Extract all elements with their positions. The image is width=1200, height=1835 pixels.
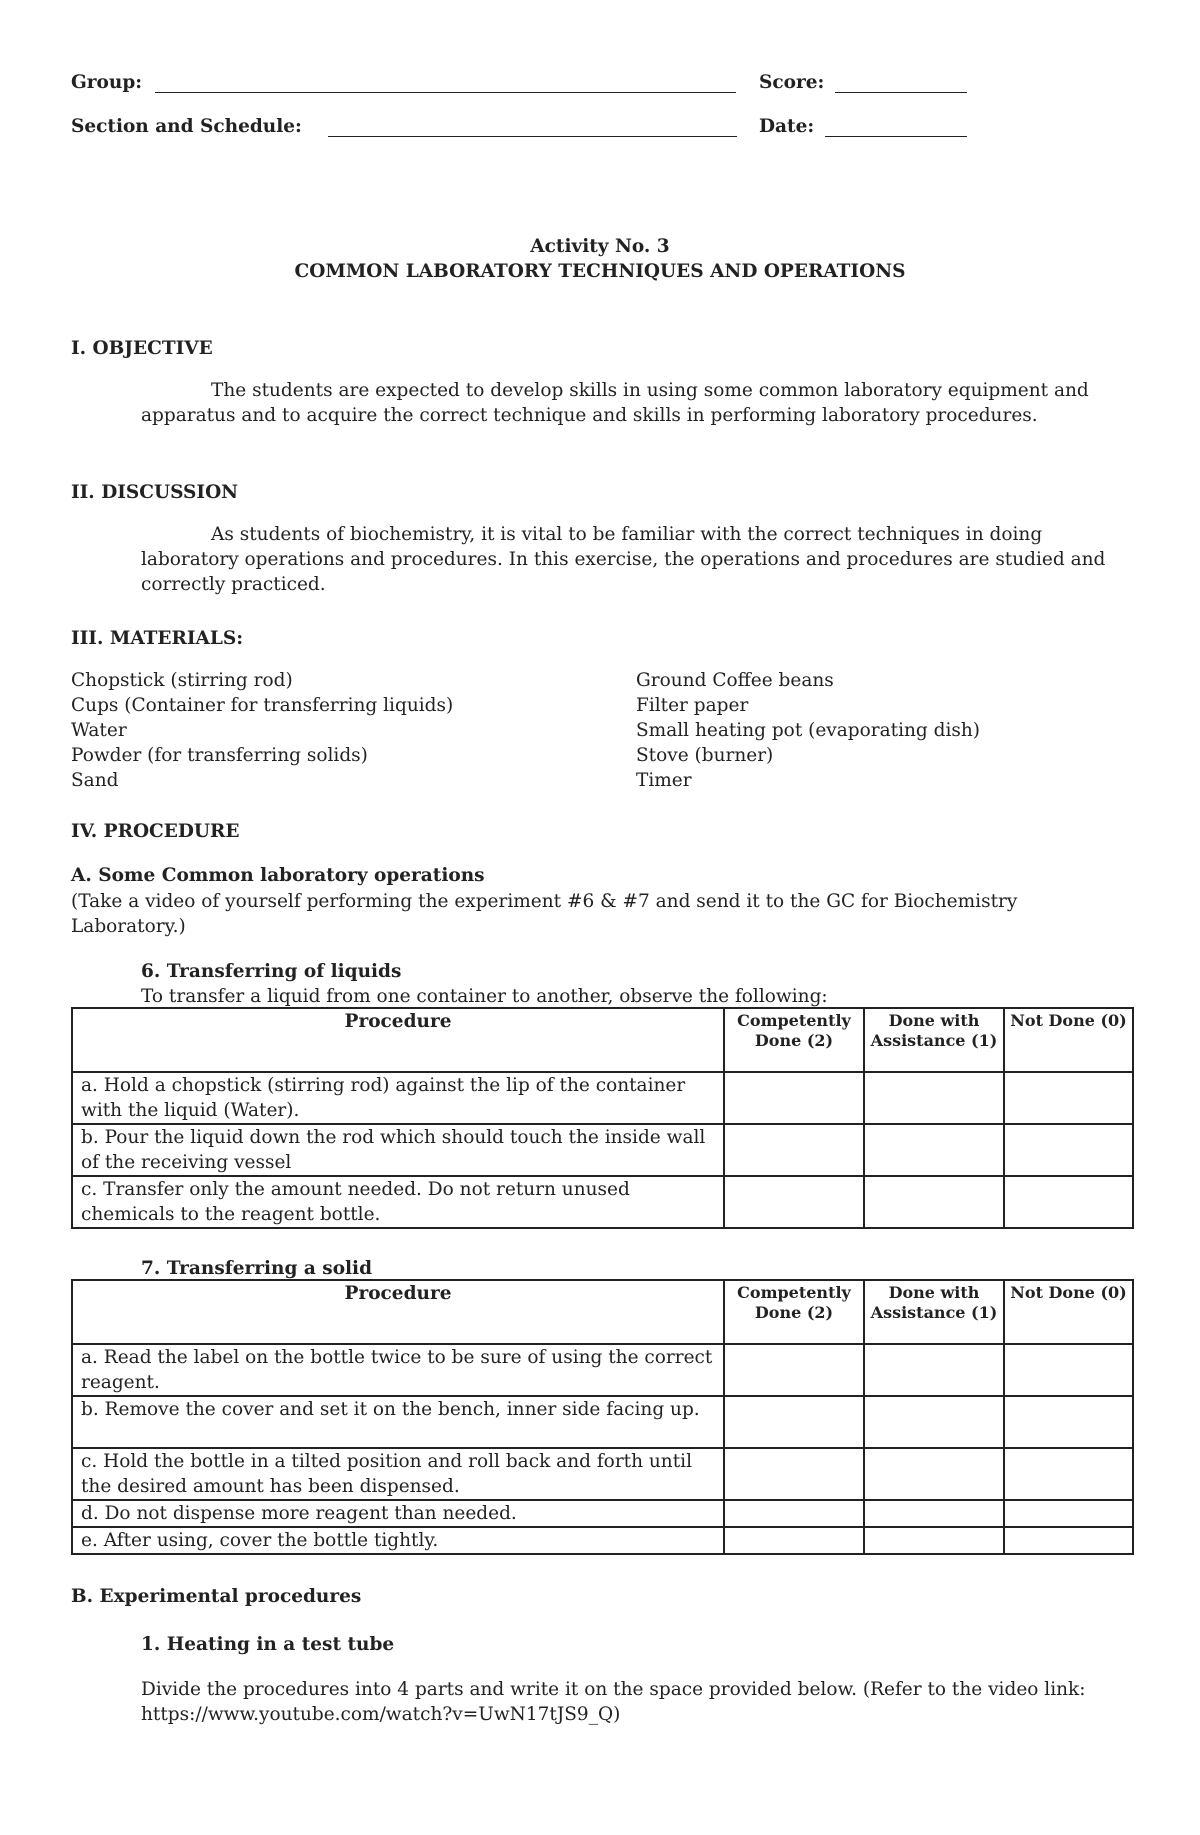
assisted-score-cell[interactable]: [864, 1344, 1004, 1396]
section-a-title: A. Some Common laboratory operations: [71, 865, 485, 886]
materials-left-list: [71, 668, 453, 793]
table-row: [72, 1527, 1133, 1554]
competent-column-header: Competently Done (2): [724, 1008, 864, 1072]
liquids-title: 6. Transferring of liquids: [141, 961, 402, 982]
material-item: Filter paper: [636, 695, 749, 716]
not-done-score-cell[interactable]: [1004, 1176, 1133, 1228]
table-row: [72, 1124, 1133, 1176]
not-done-column-header: Not Done (0): [1004, 1280, 1133, 1344]
section-a-note: (Take a video of yourself performing the experiment #6 & #7 and send it to the GC for Biochemistry Laboratory.): [71, 891, 1018, 937]
not-done-score-cell[interactable]: [1004, 1527, 1133, 1554]
competent-score-cell[interactable]: [724, 1176, 864, 1228]
assisted-score-cell[interactable]: [864, 1448, 1004, 1500]
assisted-score-cell[interactable]: [864, 1396, 1004, 1448]
liquids-rubric-table: [71, 1007, 1134, 1229]
competent-score-cell[interactable]: [724, 1396, 864, 1448]
competent-score-cell[interactable]: [724, 1500, 864, 1527]
heating-title: 1. Heating in a test tube: [141, 1634, 395, 1655]
competent-score-cell[interactable]: [724, 1124, 864, 1176]
assisted-score-cell[interactable]: [864, 1500, 1004, 1527]
material-item: Cups (Container for transferring liquids): [71, 695, 454, 716]
not-done-score-cell[interactable]: [1004, 1500, 1133, 1527]
not-done-score-cell[interactable]: [1004, 1344, 1133, 1396]
not-done-column-header: Not Done (0): [1004, 1008, 1133, 1072]
table-row: [72, 1396, 1133, 1448]
table-header-row: [72, 1008, 1133, 1072]
materials-heading: III. MATERIALS:: [71, 628, 244, 649]
material-item: Water: [71, 720, 127, 741]
discussion-text: As students of biochemistry, it is vital to be familiar with the correct techniques in doing laboratory operations and procedures. In this exercise, the operations and procedures are studied and correctly practiced.: [141, 524, 1106, 595]
procedure-step: c. Hold the bottle in a tilted position and roll back and forth until the desired amount has been dispensed.: [72, 1448, 724, 1500]
procedure-step: e. After using, cover the bottle tightly.: [72, 1527, 724, 1554]
competent-column-header: Competently Done (2): [724, 1280, 864, 1344]
competent-score-cell[interactable]: [724, 1072, 864, 1124]
table-row: [72, 1344, 1133, 1396]
procedure-heading: IV. PROCEDURE: [71, 821, 240, 842]
assisted-score-cell[interactable]: [864, 1527, 1004, 1554]
section-label: Section and Schedule:: [71, 116, 302, 137]
material-item: Timer: [636, 770, 692, 791]
assisted-score-cell[interactable]: [864, 1072, 1004, 1124]
material-item: Ground Coffee beans: [636, 670, 834, 691]
score-line[interactable]: [835, 92, 967, 93]
table-header-row: [72, 1280, 1133, 1344]
table-row: [72, 1176, 1133, 1228]
not-done-score-cell[interactable]: [1004, 1072, 1133, 1124]
objective-text: The students are expected to develop skills in using some common laboratory equipment and apparatus and to acquire the correct technique and skills in performing laboratory procedures.: [141, 380, 1089, 426]
group-label: Group:: [71, 72, 143, 93]
procedure-step: d. Do not dispense more reagent than needed.: [72, 1500, 724, 1527]
procedure-step: b. Remove the cover and set it on the bench, inner side facing up.: [72, 1396, 724, 1448]
not-done-score-cell[interactable]: [1004, 1124, 1133, 1176]
materials-right-list: [636, 668, 980, 793]
assisted-score-cell[interactable]: [864, 1124, 1004, 1176]
section-line[interactable]: [328, 136, 737, 137]
assisted-column-header: Done with Assistance (1): [864, 1280, 1004, 1344]
material-item: Powder (for transferring solids): [71, 745, 368, 766]
procedure-step: b. Pour the liquid down the rod which should touch the inside wall of the receiving vessel: [72, 1124, 724, 1176]
group-line[interactable]: [155, 92, 736, 93]
section-b-title: B. Experimental procedures: [71, 1586, 362, 1607]
competent-score-cell[interactable]: [724, 1344, 864, 1396]
activity-number: Activity No. 3: [530, 236, 670, 257]
not-done-score-cell[interactable]: [1004, 1448, 1133, 1500]
material-item: Chopstick (stirring rod): [71, 670, 293, 691]
material-item: Stove (burner): [636, 745, 774, 766]
procedure-step: a. Read the label on the bottle twice to be sure of using the correct reagent.: [72, 1344, 724, 1396]
activity-title: COMMON LABORATORY TECHNIQUES AND OPERATIONS: [294, 261, 906, 282]
competent-score-cell[interactable]: [724, 1448, 864, 1500]
material-item: Small heating pot (evaporating dish): [636, 720, 981, 741]
date-line[interactable]: [825, 136, 967, 137]
procedure-step: a. Hold a chopstick (stirring rod) against the lip of the container with the liquid (Water).: [72, 1072, 724, 1124]
objective-heading: I. OBJECTIVE: [71, 338, 213, 359]
table-row: [72, 1072, 1133, 1124]
material-item: Sand: [71, 770, 119, 791]
date-label: Date:: [759, 116, 815, 137]
procedure-column-header: Procedure: [72, 1280, 724, 1344]
solid-title: 7. Transferring a solid: [141, 1258, 373, 1279]
procedure-column-header: Procedure: [72, 1008, 724, 1072]
discussion-heading: II. DISCUSSION: [71, 482, 239, 503]
table-row: [72, 1448, 1133, 1500]
assisted-column-header: Done with Assistance (1): [864, 1008, 1004, 1072]
competent-score-cell[interactable]: [724, 1527, 864, 1554]
assisted-score-cell[interactable]: [864, 1176, 1004, 1228]
not-done-score-cell[interactable]: [1004, 1396, 1133, 1448]
solid-rubric-table: [71, 1279, 1134, 1555]
heating-text: Divide the procedures into 4 parts and write it on the space provided below. (Refer to the video link: https://www.youtube.com/watch?v=UwN17tJS9_Q): [141, 1679, 1086, 1725]
score-label: Score:: [759, 72, 825, 93]
procedure-step: c. Transfer only the amount needed. Do not return unused chemicals to the reagent bottle.: [72, 1176, 724, 1228]
table-row: [72, 1500, 1133, 1527]
liquids-intro: To transfer a liquid from one container to another, observe the following:: [141, 986, 828, 1007]
